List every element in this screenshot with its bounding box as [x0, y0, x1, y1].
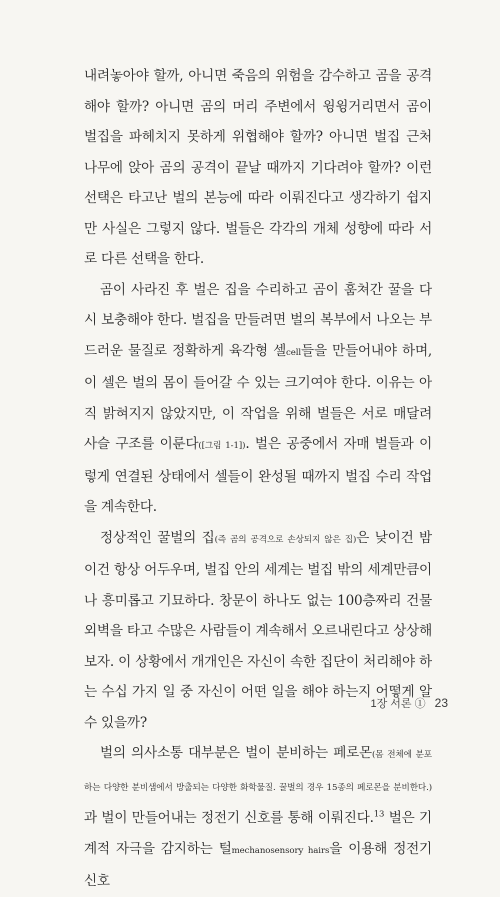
footnote-marker: 13	[373, 809, 385, 820]
paragraph-2-figure-ref: ([그림 1-1])	[198, 441, 246, 451]
paragraph-2-text-c: . 벌은 공중에서 자매 벌들과 이렇게 연결된 상태에서 셀들이 완성될 때까지 벌집 수리 작업을 계속한다.	[84, 436, 432, 515]
paragraph-3-text-b: 은 낮이건 밤이건 항상 어두우며, 벌집 안의 세계는 벌집 밖의 세계만큼이나 흥미롭고 기묘하다. 창문이 하나도 없는 100층짜리 건물 외벽을 타고 수많은 사람들이 계속해서 오르내린다고 상상해 보자. 이 상황에서 개개인은 자신이 속한 집단이 처리해야 하는 수십 가지 일 중 자신이 어떤 일을 해야 하는지 어떻게 알 수 있을까?	[84, 529, 433, 731]
paragraph-2-text-b: 들을 만들어내야 하며, 이 셀은 벌의 몸이 들어갈 수 있는 크기여야 한다. 이유는 아직 밝혀지지 않았지만, 이 작업을 위해 벌들은 서로 매달려 사슬 구조를 이룬다	[84, 342, 433, 452]
paragraph-4-text-d: 을 이용해 정전기 신호	[84, 840, 432, 889]
paragraph-2-gloss-cell: cell	[286, 347, 302, 358]
paragraph-2-text-a: 곰이 사라진 후 벌은 집을 수리하고 곰이 훔쳐간 꿀을 다시 보충해야 한다. 벌집을 만들려면 벌의 복부에서 나오는 부드러운 물질로 정확하게 육각형 셀	[84, 281, 432, 359]
paragraph-4-text-b: 과 벌이 만들어내는 정전기 신호를 통해 이뤄진다.	[84, 810, 374, 826]
paragraph-4-gloss: mechanosensory hairs	[231, 845, 330, 856]
paragraph-2	[84, 275, 432, 523]
body-text	[84, 61, 432, 897]
paragraph-4-note: (몸 전체에 분포하는 다양한 분비샘에서 방출되는 다양한 화학물질. 꿀벌의 경우 15종의 페로몬을 분비한다.)	[84, 750, 432, 793]
page-number: 23	[434, 696, 448, 710]
page-footer	[370, 695, 448, 711]
paragraph-3-text-a: 정상적인 꿀벌의 집	[100, 529, 215, 546]
paragraph-1-text: 내려놓아야 할까, 아니면 죽음의 위험을 감수하고 곰을 공격해야 할까? 아니면 곰의 머리 주변에서 윙윙거리면서 곰이 벌집을 파헤치지 못하게 위협해야 할까? 아니면 벌집 근처 나무에 앉아 곰의 공격이 끝날 때까지 기다려야 할까? 이런 선택은 타고난 벌의 본능에 따라 이뤄진다고 생각하기 쉽지만 사실은 그렇지 않다. 벌들은 각각의 개체 성향에 따라 서로 다른 선택을 한다.	[84, 68, 432, 267]
paragraph-4-text-c: 벌은 기계적 자극을 감지하는 털	[84, 810, 432, 857]
paragraph-3-note: (즉 곰의 공격으로 손상되지 않은 집)	[214, 534, 357, 545]
paragraph-4-text-a: 벌의 의사소통 대부분은 벌이 분비하는 페로몬	[100, 745, 372, 761]
paragraph-1	[84, 61, 432, 275]
running-head: 1장 서론 ①	[370, 698, 426, 710]
paragraph-4	[84, 738, 432, 897]
